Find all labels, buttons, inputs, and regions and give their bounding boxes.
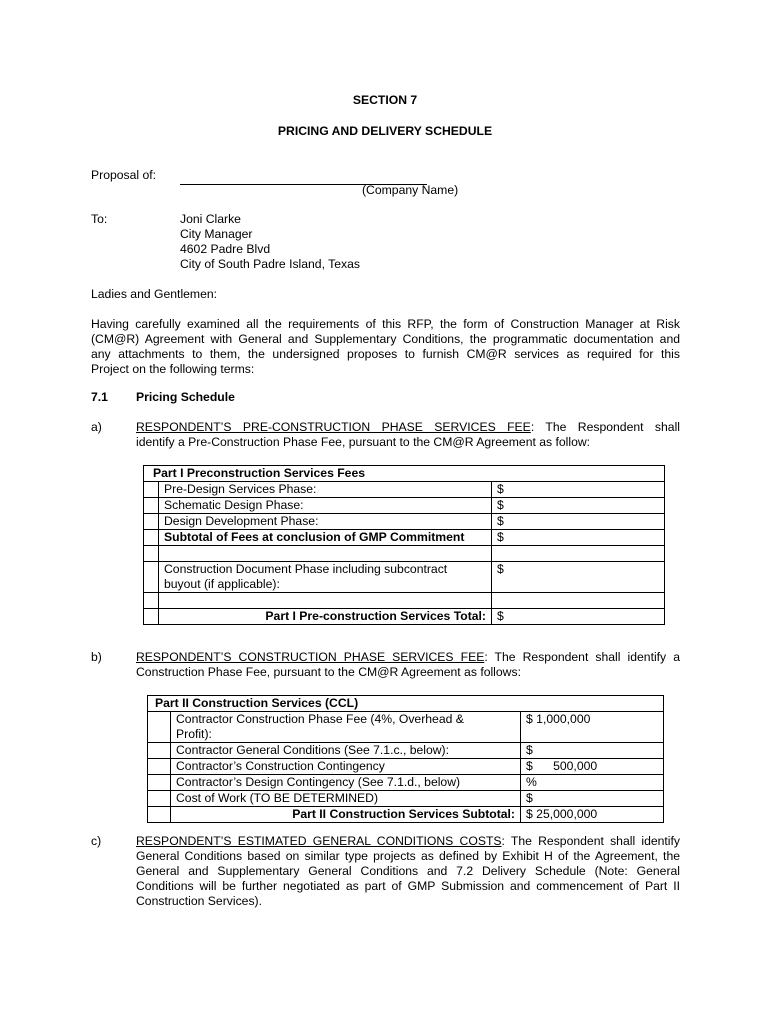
fee-label: Subtotal of Fees at conclusion of GMP Commitment: [159, 530, 492, 546]
fee-label: Pre-Design Services Phase:: [159, 482, 492, 498]
item-a-heading: RESPONDENT’S PRE-CONSTRUCTION PHASE SERVICES FEE: [136, 420, 531, 434]
proposal-label: Proposal of:: [91, 168, 157, 182]
preconstruction-fees-table: [143, 465, 665, 625]
salutation: Ladies and Gentlemen:: [91, 287, 218, 301]
addressee-title: City Manager: [180, 227, 253, 241]
fee-value[interactable]: $: [492, 530, 665, 546]
service-value[interactable]: $ 1,000,000: [521, 712, 664, 743]
item-b-heading: RESPONDENT’S CONSTRUCTION PHASE SERVICES FEE: [136, 650, 485, 664]
addressee-name: Joni Clarke: [180, 212, 241, 226]
fee-total-label: Part I Pre-construction Services Total:: [159, 609, 492, 625]
item-a-marker: a): [91, 420, 102, 434]
table-row: [148, 712, 664, 743]
item-c-marker: c): [91, 834, 102, 848]
fee-label: [159, 546, 492, 562]
fee-value[interactable]: [492, 593, 665, 609]
table-row: [148, 743, 664, 759]
fee-value[interactable]: [492, 546, 665, 562]
table-row: [144, 514, 665, 530]
item-c-heading: RESPONDENT’S ESTIMATED GENERAL CONDITIONS COSTS: [136, 834, 502, 848]
item-c-text: Construction Services).: [136, 894, 262, 908]
table-header: Part I Preconstruction Services Fees: [144, 466, 665, 482]
item-c-paragraph: [136, 834, 680, 909]
table-header: Part II Construction Services (CCL): [148, 696, 664, 712]
intro-line: any attachments to them, the undersigned proposes to furnish CM@R services as required for this: [91, 347, 680, 361]
intro-line: Project on the following terms:: [91, 362, 255, 376]
fee-label: Design Development Phase:: [159, 514, 492, 530]
fee-value[interactable]: $: [492, 514, 665, 530]
intro-line: Having carefully examined all the requirements of this RFP, the form of Construction Manager at Risk: [91, 317, 680, 331]
addressee-street: 4602 Padre Blvd: [180, 242, 271, 256]
item-a-text: : The Respondent shall: [530, 420, 680, 434]
table-row: [144, 562, 665, 593]
item-b-marker: b): [91, 650, 102, 664]
intro-paragraph: [91, 317, 680, 377]
service-value[interactable]: %: [521, 775, 664, 791]
item-c-text: Conditions will be further negotiated as part of GMP Submission and commencement of Part II: [136, 879, 680, 893]
company-name-caption: (Company Name): [362, 183, 459, 197]
item-a-text: identify a Pre-Construction Phase Fee, pursuant to the CM@R Agreement as follow:: [136, 435, 591, 449]
item-b-text: Construction Phase Fee, pursuant to the CM@R Agreement as follows:: [136, 665, 521, 679]
service-label: Contractor’s Design Contingency (See 7.1.d., below): [171, 775, 521, 791]
service-label: Contractor Construction Phase Fee (4%, Overhead & Profit):: [171, 712, 521, 743]
fee-label: [159, 593, 492, 609]
table-row: [148, 791, 664, 807]
fee-label: Construction Document Phase including subcontract buyout (if applicable):: [159, 562, 492, 593]
service-subtotal-label: Part II Construction Services Subtotal:: [171, 807, 521, 823]
table-row: [144, 498, 665, 514]
service-value[interactable]: $: [521, 743, 664, 759]
item-a-paragraph: [136, 420, 680, 450]
table-row: [144, 593, 665, 609]
table-row: [144, 530, 665, 546]
service-value[interactable]: $: [521, 791, 664, 807]
item-c-text: : The Respondent shall identify: [501, 834, 680, 848]
fee-value[interactable]: $: [492, 482, 665, 498]
fee-label: Schematic Design Phase:: [159, 498, 492, 514]
table-row: [148, 775, 664, 791]
to-label: To:: [91, 212, 108, 226]
table-row: [148, 759, 664, 775]
table-row: [144, 609, 665, 625]
table-row: [148, 696, 664, 712]
table-row: [144, 482, 665, 498]
fee-value[interactable]: $: [492, 562, 665, 593]
table-row: [144, 546, 665, 562]
service-label: Contractor’s Construction Contingency: [171, 759, 521, 775]
pricing-heading: Pricing Schedule: [136, 390, 235, 404]
service-label: Cost of Work (TO BE DETERMINED): [171, 791, 521, 807]
service-value[interactable]: $ 500,000: [521, 759, 664, 775]
table-row: [148, 807, 664, 823]
item-c-text: General and Supplementary General Conditions and 7.2 Delivery Schedule (Note: General: [136, 864, 680, 878]
fee-value[interactable]: $: [492, 498, 665, 514]
intro-line: (CM@R) Agreement with General and Supplementary Conditions, the programmatic documentation and: [91, 332, 680, 346]
construction-services-table: [147, 695, 664, 823]
section-heading: SECTION 7: [352, 93, 418, 107]
page-title: PRICING AND DELIVERY SCHEDULE: [277, 124, 493, 138]
table-row: [144, 466, 665, 482]
pricing-number: 7.1: [91, 390, 108, 404]
item-b-paragraph: [136, 650, 680, 680]
addressee-city: City of South Padre Island, Texas: [180, 257, 360, 271]
item-b-text: : The Respondent shall identify a: [484, 650, 680, 664]
service-label: Contractor General Conditions (See 7.1.c., below):: [171, 743, 521, 759]
item-c-text: General Conditions based on similar type projects as defined by Exhibit H of the Agreement, the: [136, 849, 680, 863]
fee-total-value[interactable]: $: [492, 609, 665, 625]
service-subtotal-value[interactable]: $ 25,000,000: [521, 807, 664, 823]
